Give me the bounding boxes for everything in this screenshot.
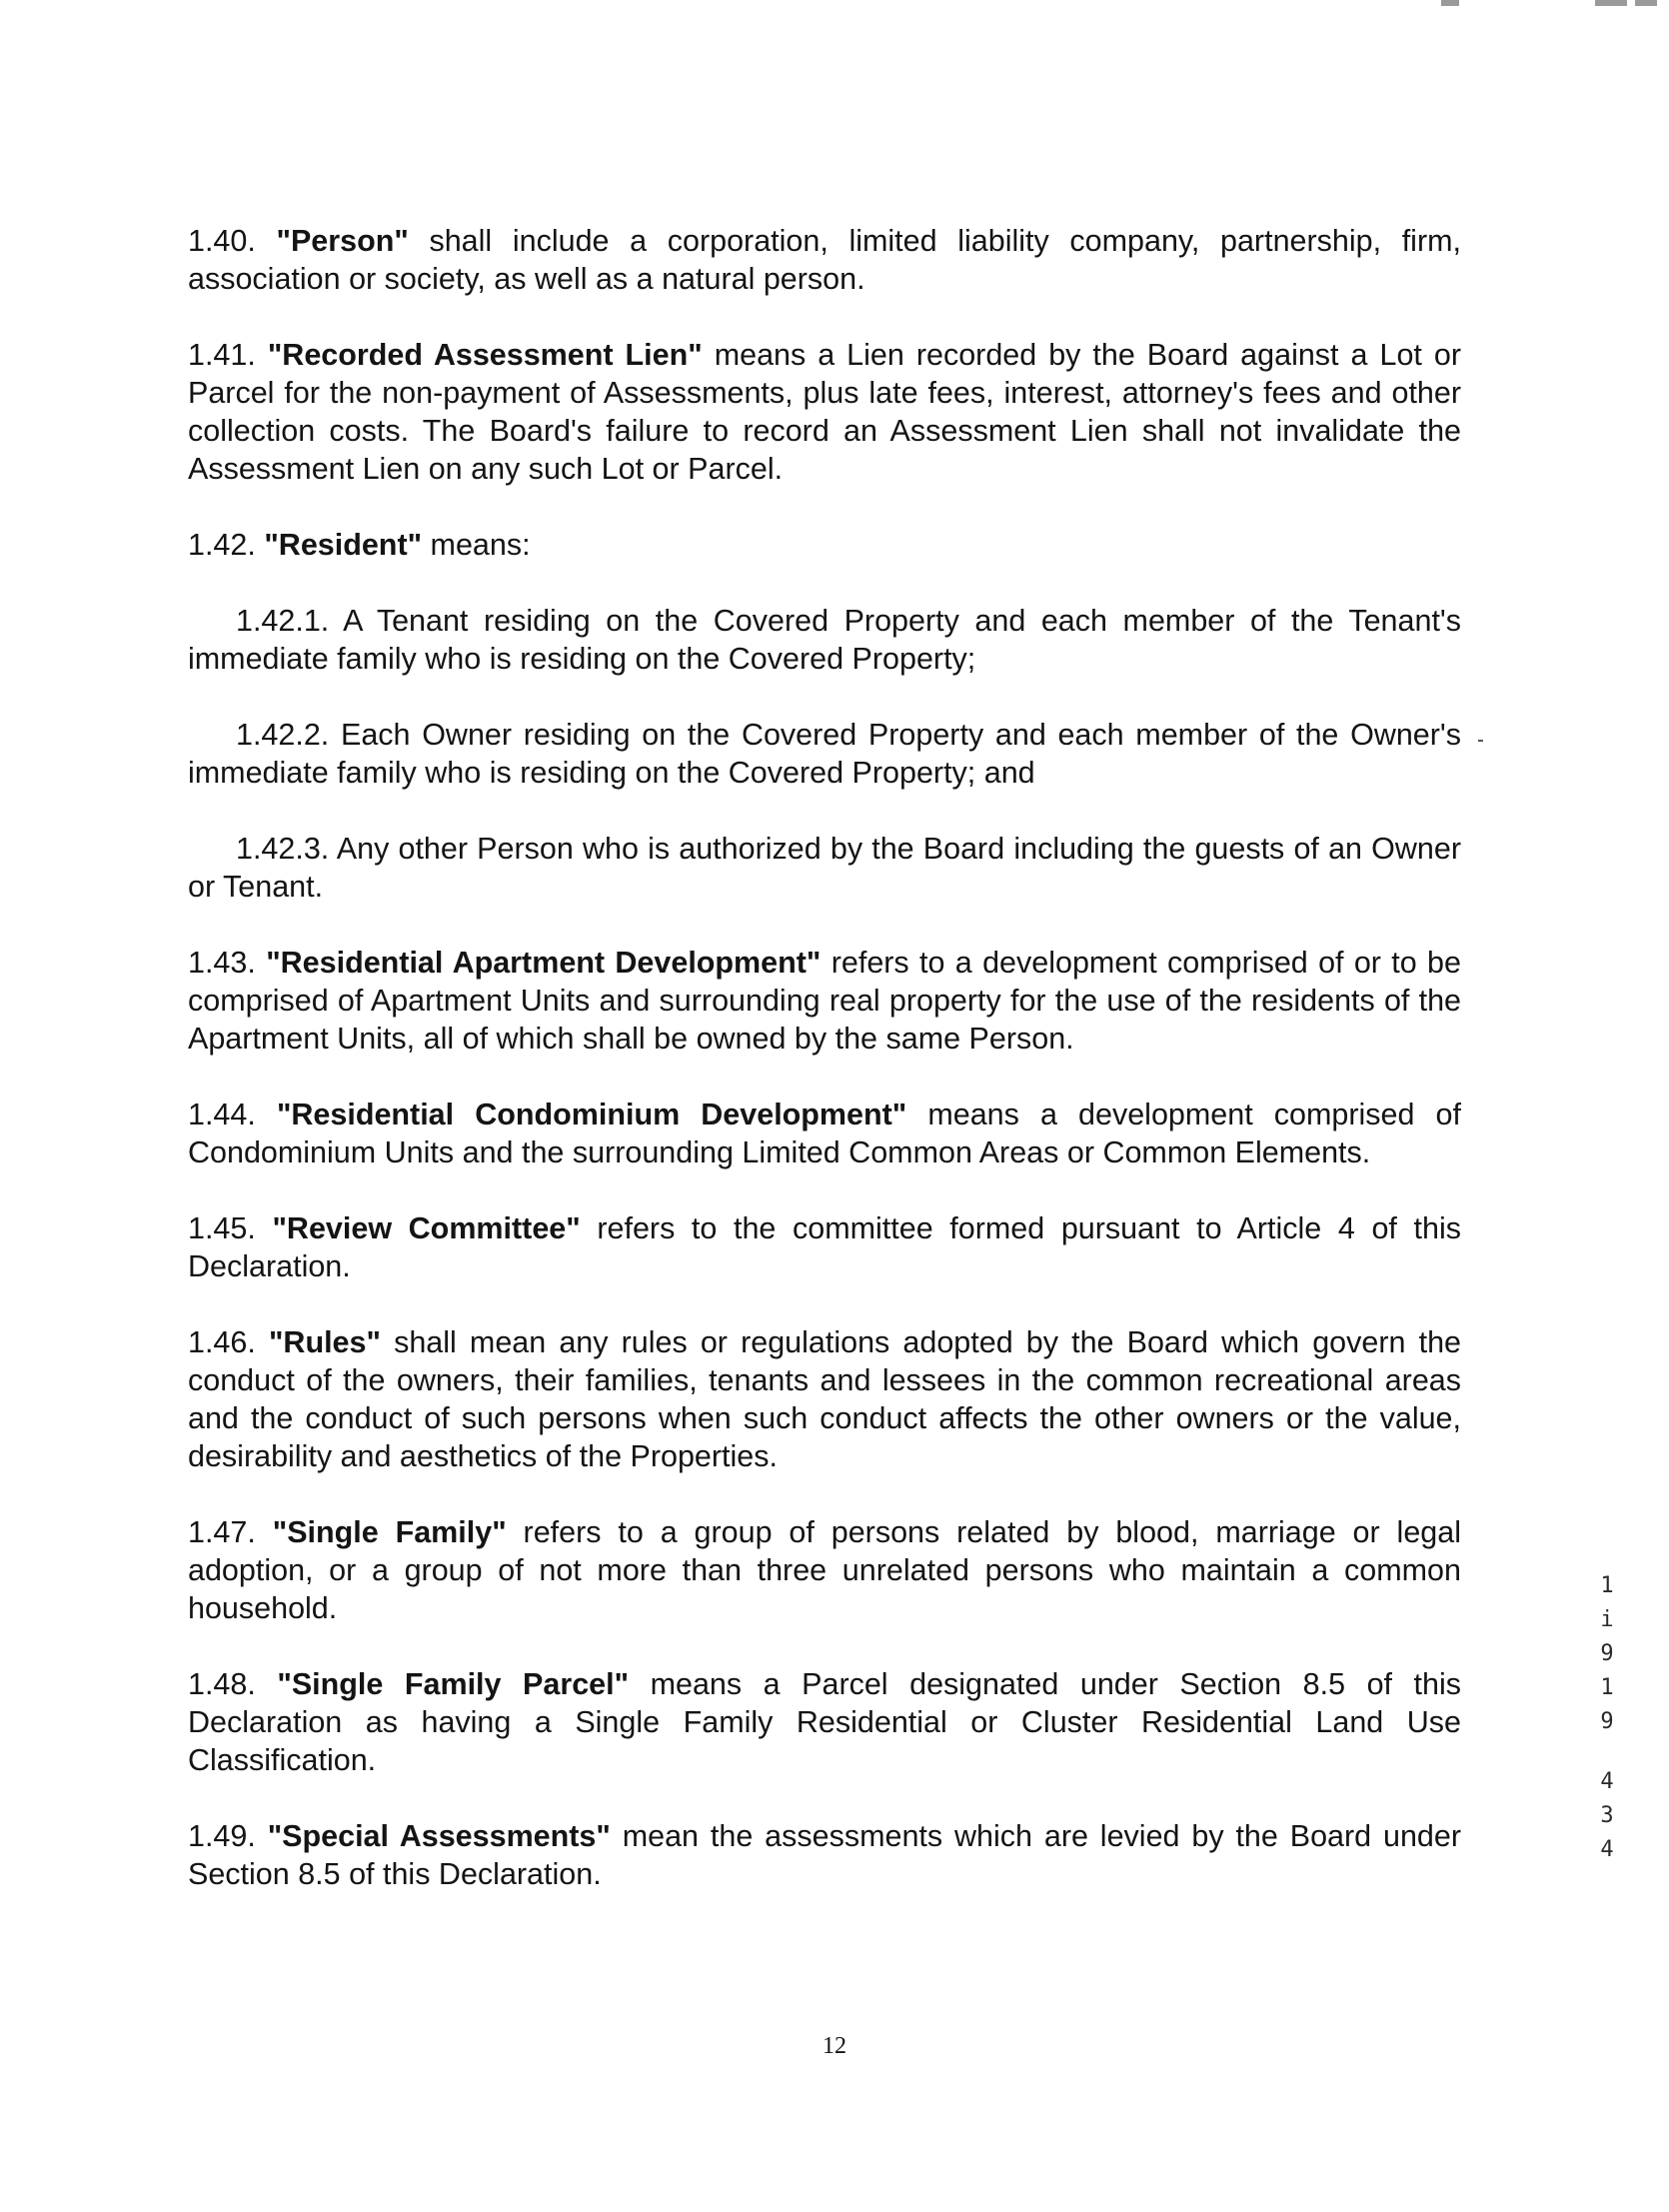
- definitions-section: [188, 222, 1461, 1931]
- definition-1-46: [188, 1323, 1461, 1475]
- scan-artifact-mark: [1478, 740, 1483, 742]
- definition-term: "Recorded Assessment Lien": [267, 338, 703, 372]
- definition-term: "Single Family Parcel": [277, 1667, 630, 1701]
- definition-text: Each Owner residing on the Covered Property and each member of the Owner's immediate family who is residing on the Covered Property; and: [188, 718, 1461, 790]
- definition-1-42-2: [188, 716, 1461, 792]
- definition-text: refers to a development comprised of or to be comprised of Apartment Units and surrounding real property for the use of the residents of the Apartment Units, all of which shall be owned by the same Person.: [188, 946, 1461, 1056]
- page-number: 12: [823, 2033, 846, 2059]
- definition-number: 1.45.: [188, 1211, 256, 1245]
- definition-number: 1.49.: [188, 1819, 256, 1853]
- definition-term: "Residential Apartment Development": [266, 946, 822, 980]
- definition-term: "Single Family": [272, 1515, 507, 1549]
- definition-number: 1.42.: [188, 528, 256, 562]
- scan-edge-mark: [1635, 0, 1657, 6]
- definition-text: shall include a corporation, limited liability company, partnership, firm, association or society, as well as a natural person.: [188, 224, 1462, 296]
- stamp-digit: 1: [1600, 1573, 1614, 1598]
- definition-1-43: [188, 944, 1461, 1058]
- definition-term: "Special Assessments": [267, 1819, 611, 1853]
- scan-edge-mark: [1441, 0, 1459, 6]
- definition-1-47: [188, 1513, 1461, 1627]
- definition-1-49: [188, 1817, 1461, 1893]
- definition-number: 1.42.3.: [236, 832, 330, 866]
- stamp-digit: 4: [1600, 1769, 1614, 1794]
- definition-text: Any other Person who is authorized by the Board including the guests of an Owner or Tenant.: [188, 832, 1461, 904]
- definition-1-44: [188, 1096, 1461, 1171]
- scan-edge-mark: [1595, 0, 1627, 6]
- definition-term: "Residential Condominium Development": [276, 1098, 907, 1131]
- definition-number: 1.46.: [188, 1325, 256, 1359]
- definition-1-48: [188, 1665, 1461, 1779]
- definition-number: 1.42.1.: [236, 604, 330, 638]
- definition-text: refers to the committee formed pursuant to Article 4 of this Declaration.: [188, 1211, 1461, 1283]
- stamp-digit: 1: [1600, 1675, 1614, 1700]
- stamp-digit: 3: [1600, 1803, 1614, 1828]
- definition-text: means a Lien recorded by the Board against a Lot or Parcel for the non-payment of Assessments, plus late fees, interest, attorney's fees and other collection costs. The Board's failure to record an Assessment Lien shall not invalidate the Assessment Lien on any such Lot or Parcel.: [188, 338, 1461, 486]
- margin-document-stamp: [1595, 1569, 1619, 1867]
- definition-1-42: [188, 526, 1461, 564]
- definition-number: 1.48.: [188, 1667, 256, 1701]
- stamp-digit: 4: [1600, 1837, 1614, 1862]
- definition-text: refers to a group of persons related by blood, marriage or legal adoption, or a group of not more than three unrelated persons who maintain a common household.: [188, 1515, 1461, 1625]
- definition-1-42-1: [188, 602, 1461, 678]
- definition-number: 1.43.: [188, 946, 256, 980]
- definition-1-41: [188, 336, 1461, 488]
- definition-text: means:: [422, 528, 531, 562]
- definition-1-40: [188, 222, 1461, 298]
- definition-number: 1.42.2.: [236, 718, 330, 752]
- definition-term: "Person": [276, 224, 409, 258]
- definition-number: 1.47.: [188, 1515, 256, 1549]
- definition-text: shall mean any rules or regulations adopted by the Board which govern the conduct of the owners, their families, tenants and lessees in the common recreational areas and the conduct of such persons when such conduct affects the other owners or the value, desirability and aesthetics of the Properties.: [188, 1325, 1461, 1473]
- definition-text: means a Parcel designated under Section 8.5 of this Declaration as having a Single Family Residential or Cluster Residential Land Use Classification.: [188, 1667, 1461, 1777]
- definition-number: 1.44.: [188, 1098, 256, 1131]
- definition-term: "Review Committee": [272, 1211, 581, 1245]
- stamp-digit: 9: [1600, 1709, 1614, 1734]
- definition-term: "Resident": [264, 528, 423, 562]
- definition-number: 1.41.: [188, 338, 256, 372]
- definition-1-42-3: [188, 830, 1461, 906]
- definition-term: "Rules": [268, 1325, 381, 1359]
- definition-1-45: [188, 1209, 1461, 1285]
- definition-number: 1.40.: [188, 224, 256, 258]
- stamp-digit: 9: [1600, 1641, 1614, 1666]
- definition-text: A Tenant residing on the Covered Property and each member of the Tenant's immediate family who is residing on the Covered Property;: [188, 604, 1461, 676]
- stamp-gap: [1595, 1739, 1619, 1765]
- definition-text: mean the assessments which are levied by the Board under Section 8.5 of this Declaration.: [188, 1819, 1461, 1891]
- stamp-digit: i: [1600, 1607, 1614, 1632]
- definition-text: means a development comprised of Condominium Units and the surrounding Limited Common Areas or Common Elements.: [188, 1098, 1461, 1169]
